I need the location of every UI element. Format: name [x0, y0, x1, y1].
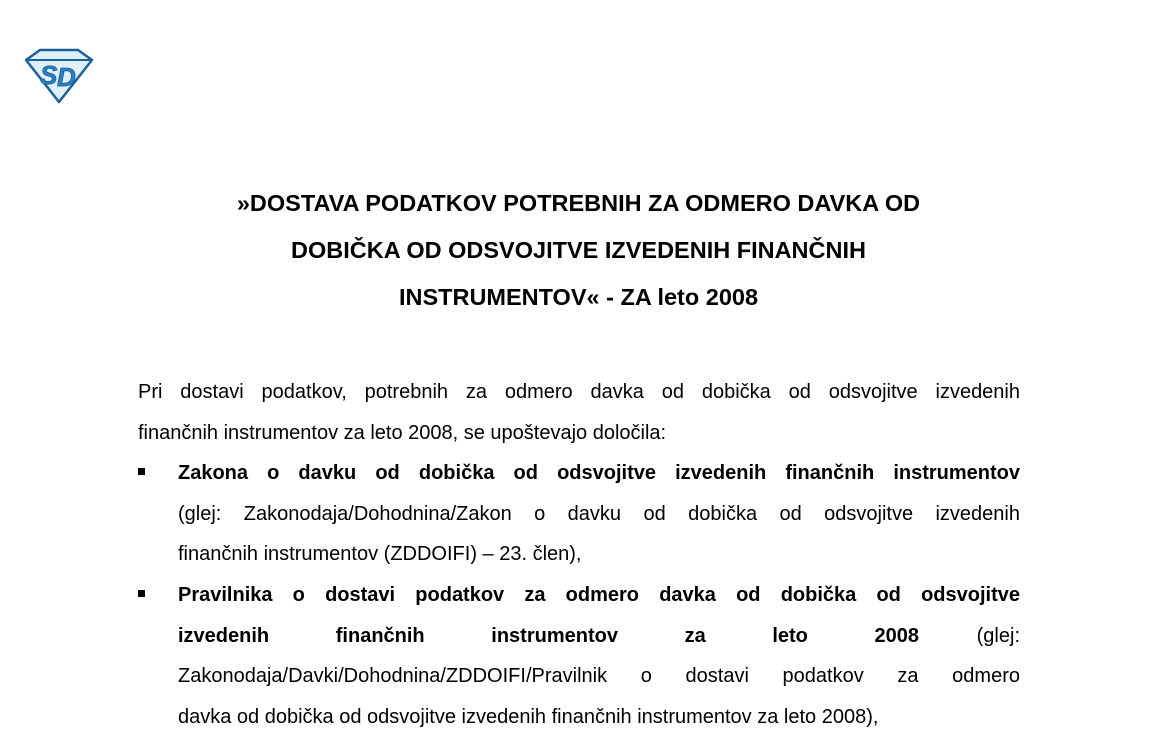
heading-word: izvedenih — [178, 624, 270, 647]
bullet-square-icon — [138, 575, 148, 616]
bullet-2-line-2-rest: (glej: — [971, 624, 1020, 647]
list-item — [138, 575, 1020, 738]
intro-line-1: Pri dostavi podatkov, potrebnih za odmero davka od dobička od odsvojitve izvedenih — [138, 381, 1020, 403]
bullet-square-icon — [138, 453, 148, 494]
shield-logo-icon — [22, 48, 96, 104]
company-logo — [22, 48, 96, 104]
heading-word: instrumentov — [491, 624, 618, 647]
title-line-1: »DOSTAVA PODATKOV POTREBNIH ZA ODMERO DAVKA OD — [236, 190, 921, 216]
list-item — [138, 453, 1020, 575]
heading-word: leto — [772, 624, 808, 647]
svg-text:D: D — [57, 62, 76, 92]
bullet-1-heading: Zakona o davku od dobička od odsvojitve izvedenih finančnih instrumentov — [178, 462, 1020, 484]
heading-word: 2008 — [874, 624, 920, 647]
document-title — [0, 180, 1157, 321]
intro-line-2: finančnih instrumentov za leto 2008, se upoštevajo določila: — [138, 421, 667, 444]
bullet-1-line-2: (glej: Zakonodaja/Dohodnina/Zakon o davku od dobička od odsvojitve izvedenih — [178, 502, 1020, 525]
svg-text:S: S — [40, 60, 58, 90]
bullet-2-heading: Pravilnika o dostavi podatkov za odmero davka od dobička od odsvojitve — [178, 584, 1020, 606]
title-line-2: DOBIČKA OD ODSVOJITVE IZVEDENIH FINANČNIH — [291, 237, 866, 263]
heading-word: za — [684, 624, 706, 647]
bullet-2-line-3: Zakonodaja/Davki/Dohodnina/ZDDOIFI/Pravilnik o dostavi podatkov za odmero — [178, 665, 1020, 688]
heading-word: finančnih — [335, 624, 425, 647]
bullet-2-heading-cont — [178, 616, 971, 657]
bullet-2-line-4: davka od dobička od odsvojitve izvedenih finančnih instrumentov za leto 2008), — [178, 706, 879, 729]
intro-paragraph — [138, 372, 1020, 453]
bullet-1-line-3: finančnih instrumentov (ZDDOIFI) – 23. člen), — [178, 543, 582, 566]
bullet-2-line-2 — [178, 616, 1020, 657]
title-line-3: INSTRUMENTOV« - ZA leto 2008 — [398, 284, 759, 310]
